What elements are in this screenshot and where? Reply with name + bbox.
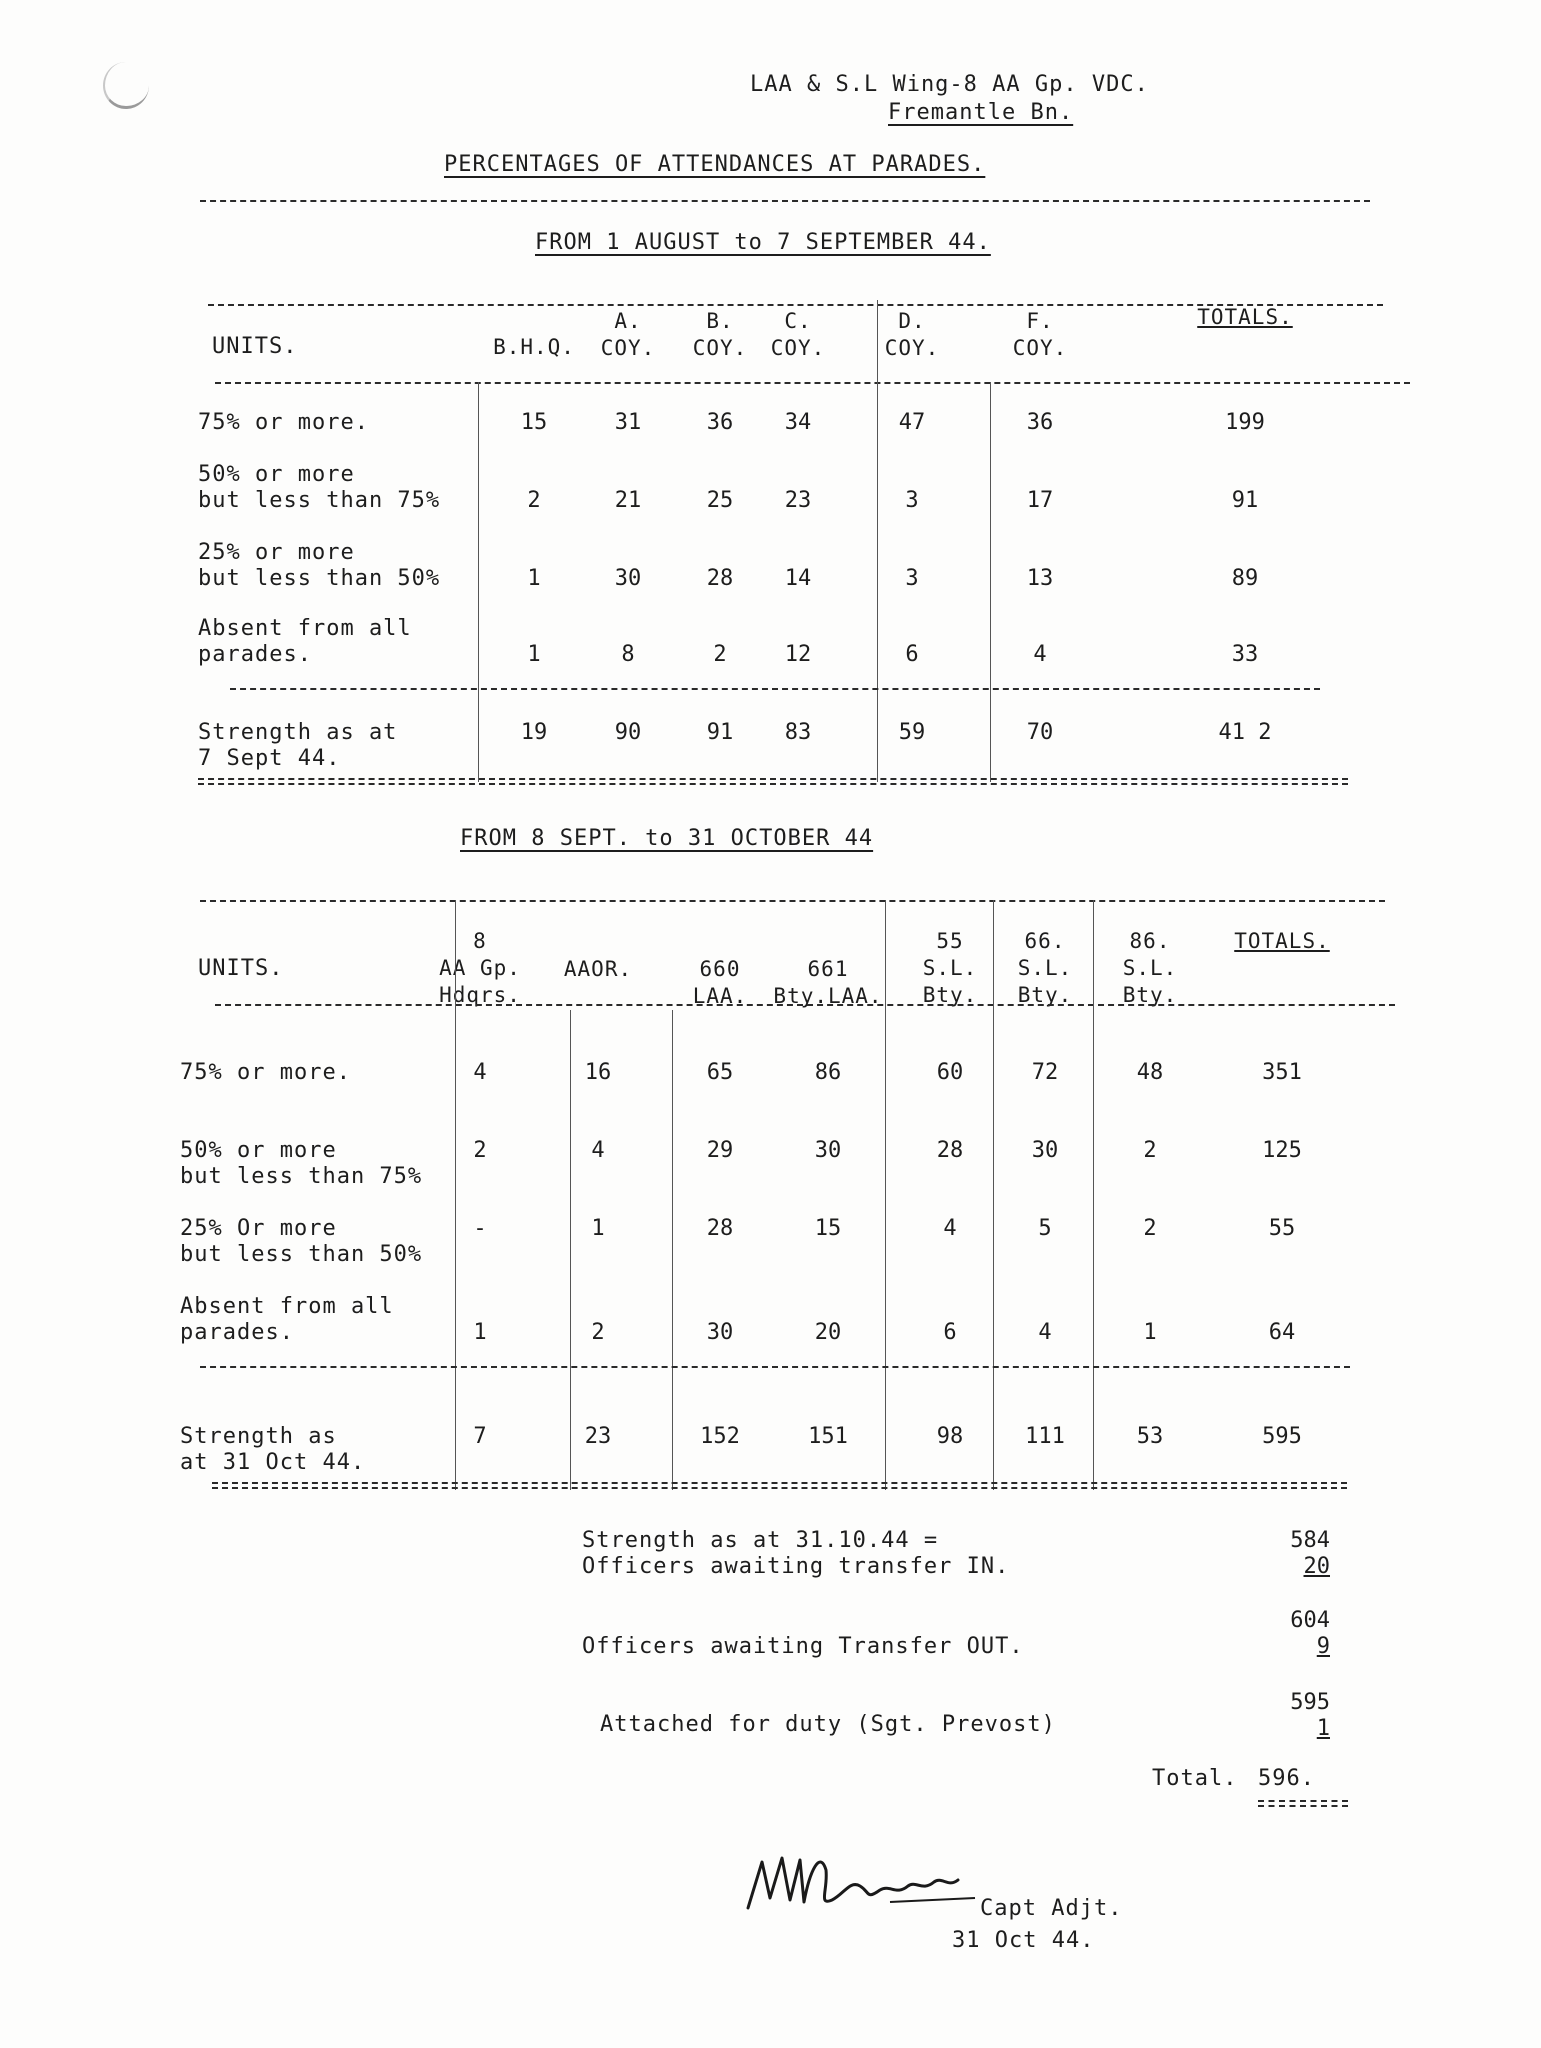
column-header: A. COY. [600,309,656,360]
table2-col-divider [672,1010,673,1490]
signoff-role: Capt Adjt. [980,1896,1123,1921]
strength-cell: 70 [1026,720,1054,745]
strength-cell: 152 [700,1424,740,1449]
reconciliation-value: 595 [1290,1690,1330,1715]
table-cell: 28 [706,566,734,591]
table2-top-rule [200,900,1385,902]
column-header: AAOR. [563,957,633,981]
table-cell: 29 [706,1138,734,1163]
row-label: 50% or more but less than 75% [198,462,441,513]
total-value: 596. [1258,1766,1315,1791]
table-cell: 36 [706,410,734,435]
page-title: PERCENTAGES OF ATTENDANCES AT PARADES. [444,152,986,177]
column-header: TOTALS. [1234,929,1330,953]
table1-col-divider [877,300,878,782]
table-cell: 12 [784,642,812,667]
table-cell: 4 [473,1060,487,1085]
table-cell: 2 [1143,1138,1157,1163]
table-cell: 3 [905,488,919,513]
table-cell: 4 [591,1138,605,1163]
table-cell: 6 [905,642,919,667]
table-cell: 2 [527,488,541,513]
column-header: B.H.Q. [493,335,575,359]
table2-col-divider [1093,900,1094,1490]
unit-title: LAA & S.L Wing-8 AA Gp. VDC. [750,72,1149,97]
row-label: Absent from all parades. [180,1294,394,1345]
signoff-date: 31 Oct 44. [952,1928,1095,1953]
column-header: 55 S.L. Bty. [922,929,978,1007]
strength-cell: 7 [473,1424,487,1449]
total-label: Total. [1152,1766,1238,1791]
table1-bottom-rule [198,778,1348,785]
strength-cell: 83 [784,720,812,745]
table2-bottom-rule [212,1482,1347,1489]
reconciliation-value: 584 [1290,1528,1330,1553]
table-cell: 1 [473,1320,487,1345]
table-cell: 17 [1026,488,1054,513]
reconciliation-label: Strength as at 31.10.44 = [582,1528,939,1553]
table-cell: 23 [784,488,812,513]
table-cell: 30 [706,1320,734,1345]
strength-cell: 98 [936,1424,964,1449]
table2-period: FROM 8 SEPT. to 31 OCTOBER 44 [460,826,874,851]
table-cell: 6 [943,1320,957,1345]
table-cell: 1 [527,566,541,591]
table-cell: 1 [527,642,541,667]
table-cell: 2 [591,1320,605,1345]
table-cell: 13 [1026,566,1054,591]
table-cell: 55 [1268,1216,1296,1241]
table-cell: 86 [814,1060,842,1085]
strength-cell: 41 2 [1218,720,1272,745]
table-cell: 47 [898,410,926,435]
column-header: F. COY. [1012,309,1068,360]
table-cell: 64 [1268,1320,1296,1345]
strength-cell: 53 [1136,1424,1164,1449]
table-cell: 72 [1031,1060,1059,1085]
table-cell: 25 [706,488,734,513]
battalion-name: Fremantle Bn. [888,100,1074,125]
strength-label: Strength as at 7 Sept 44. [198,720,398,771]
table-cell: 199 [1225,410,1265,435]
table-cell: 1 [591,1216,605,1241]
strength-cell: 595 [1262,1424,1302,1449]
strength-cell: 59 [898,720,926,745]
row-label: Absent from all parades. [198,616,412,667]
strength-cell: 23 [584,1424,612,1449]
table1-period: FROM 1 AUGUST to 7 SEPTEMBER 44. [535,230,991,255]
column-header: C. COY. [770,309,826,360]
table-cell: 5 [1038,1216,1052,1241]
table-cell: 1 [1143,1320,1157,1345]
table-cell: 2 [1143,1216,1157,1241]
table-cell: 20 [814,1320,842,1345]
handwritten-signature [740,1840,980,1920]
table-cell: 4 [1033,642,1047,667]
table-cell: 16 [584,1060,612,1085]
table-cell: 89 [1231,566,1259,591]
strength-cell: 111 [1025,1424,1065,1449]
table-cell: 60 [936,1060,964,1085]
table1-col-divider [990,382,991,782]
row-label: 75% or more. [180,1060,351,1085]
table-cell: 30 [614,566,642,591]
reconciliation-label: Officers awaiting transfer IN. [582,1554,1010,1579]
table-cell: 28 [936,1138,964,1163]
table-cell: 125 [1262,1138,1302,1163]
reconciliation-label: Attached for duty (Sgt. Prevost) [600,1712,1056,1737]
row-label: 75% or more. [198,410,369,435]
strength-cell: 91 [706,720,734,745]
column-header: 660 LAA. [692,957,748,1008]
reconciliation-value: 604 [1290,1608,1330,1633]
table-cell: 8 [621,642,635,667]
table1-strength-rule [230,688,1320,690]
table-cell: 36 [1026,410,1054,435]
table-cell: 33 [1231,642,1259,667]
table-cell: 65 [706,1060,734,1085]
divider [200,200,1370,202]
table-cell: 31 [614,410,642,435]
table1-units-header: UNITS. [212,334,298,359]
table-cell: 91 [1231,488,1259,513]
table-cell: 15 [520,410,548,435]
total-double-rule [1258,1800,1348,1807]
reconciliation-value: 9 [1316,1634,1330,1659]
table-cell: 2 [473,1138,487,1163]
reconciliation-label: Officers awaiting Transfer OUT. [582,1634,1024,1659]
table-cell: 34 [784,410,812,435]
table-cell: 4 [1038,1320,1052,1345]
reconciliation-value: 1 [1316,1716,1330,1741]
table-cell: 2 [713,642,727,667]
table-cell: 30 [814,1138,842,1163]
row-label: 25% or more but less than 50% [198,540,441,591]
table2-col-divider [885,900,886,1490]
punch-hole-mark [103,62,149,109]
reconciliation-value: 20 [1303,1554,1330,1579]
table-cell: 3 [905,566,919,591]
table-cell: 48 [1136,1060,1164,1085]
strength-cell: 151 [808,1424,848,1449]
table-cell: 14 [784,566,812,591]
column-header: 86. S.L. Bty. [1122,929,1178,1007]
table2-col-divider [993,900,994,1490]
column-header: TOTALS. [1197,305,1293,329]
table-cell: 21 [614,488,642,513]
table2-header-rule [215,1004,1395,1006]
table1-col-divider [478,382,479,782]
strength-cell: 19 [520,720,548,745]
table2-col-divider [455,900,456,1490]
column-header: 661 Bty.LAA. [773,957,883,1008]
table-cell: 30 [1031,1138,1059,1163]
strength-label: Strength as at 31 Oct 44. [180,1424,366,1475]
strength-cell: 90 [614,720,642,745]
table-cell: 4 [943,1216,957,1241]
table2-units-header: UNITS. [198,956,284,981]
table-cell: 28 [706,1216,734,1241]
table2-strength-rule [200,1366,1350,1368]
table-cell: - [473,1216,487,1241]
column-header: B. COY. [692,309,748,360]
table-cell: 351 [1262,1060,1302,1085]
column-header: 66. S.L. Bty. [1017,929,1073,1007]
column-header: 8 AA Gp. Hdqrs. [439,929,521,1007]
row-label: 50% or more but less than 75% [180,1138,423,1189]
table-cell: 15 [814,1216,842,1241]
table1-header-rule [215,382,1410,384]
column-header: D. COY. [884,309,940,360]
row-label: 25% Or more but less than 50% [180,1216,423,1267]
